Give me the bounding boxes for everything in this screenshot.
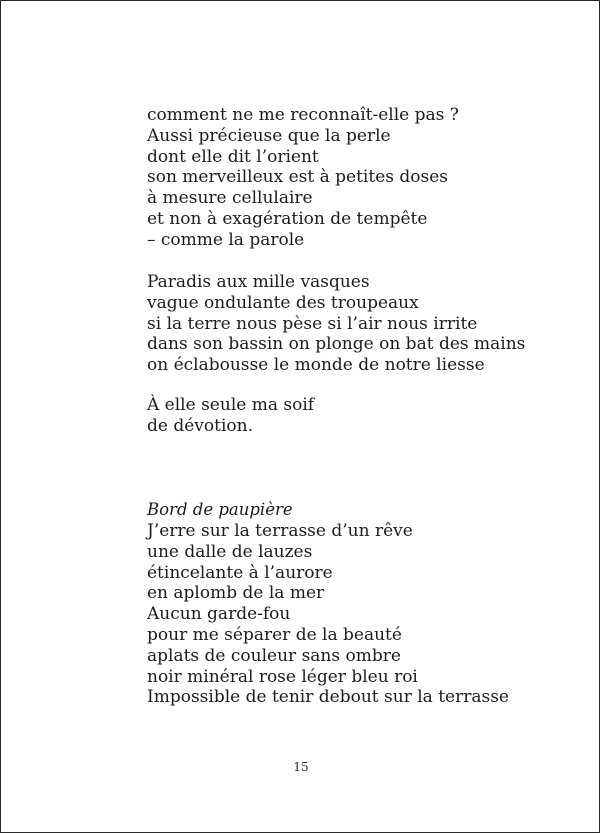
poem-line: Aussi précieuse que la perle	[147, 125, 391, 146]
poem-line: son merveilleux est à petites doses	[147, 167, 449, 188]
poem-line: dont elle dit l’orient	[147, 146, 319, 167]
poem-line: À elle seule ma soif	[147, 395, 315, 415]
poem-line: noir minéral rose léger bleu roi	[147, 666, 418, 687]
page-number: 15	[293, 760, 309, 774]
poem-line: et non à exagération de tempête	[147, 208, 428, 229]
poem-line: vague ondulante des troupeaux	[147, 292, 419, 313]
poem-line: J’erre sur la terrasse d’un rêve	[147, 521, 413, 541]
poem-line: Aucun garde-fou	[147, 604, 291, 625]
stanza-1	[147, 105, 459, 251]
stanza-3	[147, 395, 314, 437]
poem-line: Impossible de tenir debout sur la terrasse	[147, 687, 509, 708]
poem-line: dans son bassin on plonge on bat des mains	[147, 334, 526, 355]
poem-line: aplats de couleur sans ombre	[147, 645, 401, 666]
poem-line: en aplomb de la mer	[147, 583, 325, 604]
stanza-2	[147, 272, 525, 376]
poem-line: on éclabousse le monde de notre liesse	[147, 355, 485, 376]
poem-line: pour me séparer de la beauté	[147, 624, 402, 645]
poem-bord-de-paupiere-body	[147, 521, 509, 708]
poem-line: – comme la parole	[147, 229, 305, 250]
poem-line: si la terre nous pèse si l’air nous irrite	[147, 313, 478, 334]
poem-line: à mesure cellulaire	[147, 188, 313, 209]
poem-line: Paradis aux mille vasques	[147, 272, 370, 292]
poem-line: une dalle de lauzes	[147, 541, 313, 562]
poem-line: étincelante à l’aurore	[147, 562, 333, 583]
poem-line: comment ne me reconnaît-elle pas ?	[147, 105, 459, 125]
poem-title: Bord de paupière	[147, 500, 293, 519]
poem-line: de dévotion.	[147, 415, 253, 436]
